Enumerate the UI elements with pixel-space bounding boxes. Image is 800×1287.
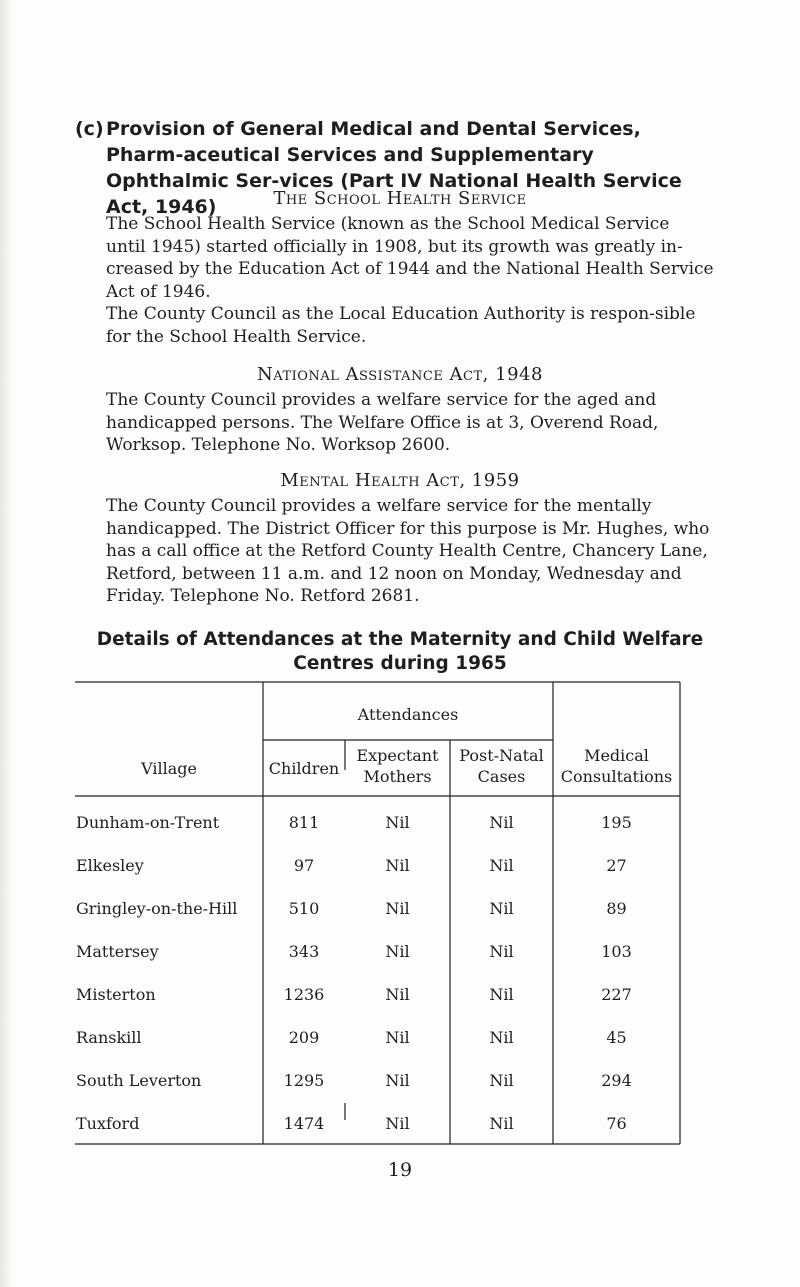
- header-post-natal-cases: Post-Natal Cases: [459, 746, 544, 786]
- cell-medical: 294: [601, 1071, 632, 1090]
- national-assistance-heading: National Assistance Act, 1948: [257, 364, 543, 385]
- attendances-group-header: Attendances: [357, 705, 459, 724]
- cell-medical: 195: [601, 813, 632, 832]
- header-village: Village: [141, 759, 197, 778]
- cell-children: 1295: [283, 1071, 325, 1090]
- cell-medical: 76: [606, 1114, 627, 1133]
- national-assistance-paragraph: The County Council provides a welfare service for the aged and handicapped persons. The Welfare Office is at 3, Overend Road, Worksop. Telephone No. Worksop 2600.: [106, 390, 659, 455]
- section-c-title: Provision of General Medical and Dental Services, Pharm-aceutical Services and Supplementary Ophthalmic Ser-vices (Part IV National Health Service Act, 1946): [106, 118, 682, 218]
- cell-expectant: Nil: [385, 1071, 410, 1090]
- cell-children: 209: [288, 1028, 320, 1047]
- cell-expectant: Nil: [385, 899, 410, 918]
- cell-medical: 45: [606, 1028, 627, 1047]
- cell-village: Mattersey: [76, 942, 159, 961]
- school-health-heading: The School Health Service: [273, 188, 527, 209]
- cell-village: Ranskill: [76, 1028, 142, 1047]
- table-title-line-2: Centres during 1965: [293, 653, 507, 674]
- cell-postnatal: Nil: [489, 813, 514, 832]
- school-health-paragraph-1: The School Health Service (known as the School Medical Service until 1945) started officially in 1908, but its growth was greatly in-creased by the Education Act of 1944 and the National Health Service Act of 1946.: [106, 214, 714, 302]
- cell-medical: 103: [601, 942, 632, 961]
- cell-village: Dunham-on-Trent: [76, 813, 220, 832]
- cell-children: 343: [288, 942, 320, 961]
- cell-expectant: Nil: [385, 1028, 410, 1047]
- cell-village: South Leverton: [76, 1071, 202, 1090]
- cell-expectant: Nil: [385, 942, 410, 961]
- page-number: 19: [387, 1159, 413, 1181]
- header-expectant-mothers: Expectant Mothers: [356, 746, 439, 786]
- cell-medical: 27: [606, 856, 627, 875]
- section-c-label: (c): [75, 118, 104, 140]
- table-title-line-1: Details of Attendances at the Maternity and Child Welfare: [96, 629, 704, 650]
- cell-village: Gringley-on-the-Hill: [76, 899, 238, 918]
- cell-postnatal: Nil: [489, 1114, 514, 1133]
- cell-village: Misterton: [76, 985, 156, 1004]
- cell-children: 1236: [283, 985, 325, 1004]
- cell-medical: 227: [601, 985, 632, 1004]
- cell-expectant: Nil: [385, 813, 410, 832]
- cell-children: 1474: [283, 1114, 325, 1133]
- cell-medical: 89: [606, 899, 627, 918]
- school-health-paragraph-2: The County Council as the Local Education Authority is respon-sible for the School Health Service.: [106, 304, 696, 347]
- cell-postnatal: Nil: [489, 856, 514, 875]
- cell-postnatal: Nil: [489, 1028, 514, 1047]
- mental-health-heading: Mental Health Act, 1959: [280, 470, 520, 491]
- header-medical-consultations: Medical Consultations: [560, 746, 673, 786]
- cell-children: 510: [288, 899, 320, 918]
- cell-children: 811: [288, 813, 320, 832]
- cell-village: Tuxford: [76, 1114, 140, 1133]
- cell-postnatal: Nil: [489, 899, 514, 918]
- header-children: Children: [268, 759, 340, 778]
- cell-village: Elkesley: [76, 856, 144, 875]
- cell-expectant: Nil: [385, 985, 410, 1004]
- cell-expectant: Nil: [385, 856, 410, 875]
- cell-expectant: Nil: [385, 1114, 410, 1133]
- cell-postnatal: Nil: [489, 985, 514, 1004]
- cell-children: 97: [293, 856, 315, 875]
- cell-postnatal: Nil: [489, 942, 514, 961]
- mental-health-paragraph: The County Council provides a welfare service for the mentally handicapped. The District Officer for this purpose is Mr. Hughes, who has a call office at the Retford County Health Centre, Chancery Lane, Retford, between 11 a.m. and 12 noon on Monday, Wednesday and Friday. Telephone No. Retford 2681.: [106, 496, 710, 606]
- cell-postnatal: Nil: [489, 1071, 514, 1090]
